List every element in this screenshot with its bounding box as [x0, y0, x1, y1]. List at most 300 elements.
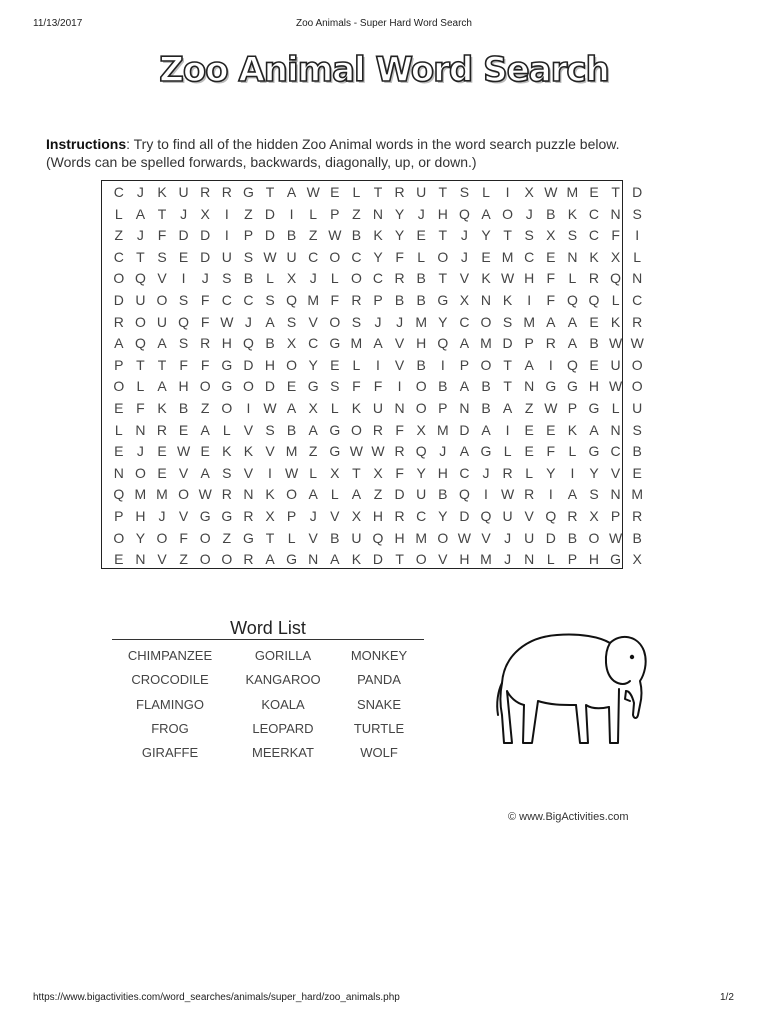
grid-letter: R [588, 270, 600, 287]
grid-letter: C [459, 464, 470, 481]
grid-letter: A [157, 335, 167, 352]
grid-letter: B [438, 486, 448, 503]
grid-letter: Z [114, 227, 124, 244]
grid-letter: W [630, 335, 644, 352]
grid-letter: W [349, 443, 363, 460]
grid-letter: J [136, 227, 144, 244]
grid-letter: T [265, 529, 275, 546]
grid-letter: D [372, 551, 384, 568]
grid-letter: X [459, 292, 470, 308]
grid-letter: J [136, 443, 144, 460]
grid-letter: C [243, 292, 254, 308]
grid-letter: Y [135, 529, 146, 546]
grid-letter: A [481, 421, 491, 438]
grid-row [102, 267, 643, 289]
grid-letter: T [136, 356, 145, 373]
grid-row [102, 289, 643, 311]
grid-letter: G [329, 335, 341, 352]
grid-letter: W [263, 248, 277, 265]
grid-letter: W [176, 443, 191, 460]
grid-letter: O [631, 378, 643, 395]
grid-letter: L [503, 443, 512, 460]
grid-letter: C [308, 248, 319, 265]
grid-letter: R [394, 270, 405, 287]
grid-letter: C [351, 248, 362, 265]
grid-letter: K [157, 400, 167, 416]
grid-letter: Z [179, 551, 188, 568]
grid-letter: X [546, 227, 556, 244]
grid-letter: S [589, 486, 599, 503]
grid-letter: T [611, 184, 620, 200]
grid-letter: P [459, 356, 470, 373]
grid-letter: H [372, 508, 384, 524]
grid-letter: O [415, 400, 427, 416]
grid-letter: J [460, 248, 468, 265]
grid-letter: I [548, 356, 553, 373]
grid-letter: F [395, 421, 404, 438]
grid-letter: A [567, 486, 578, 503]
grid-letter: Q [566, 292, 578, 308]
word-list-item: KANGAROO [245, 672, 321, 688]
grid-letter: O [329, 313, 341, 330]
grid-letter: W [544, 184, 558, 200]
grid-letter: J [417, 205, 425, 222]
grid-row [102, 181, 643, 203]
grid-letter: Z [524, 400, 534, 416]
grid-letter: A [546, 313, 556, 330]
grid-letter: H [264, 356, 276, 373]
grid-letter: F [136, 400, 145, 416]
grid-letter: P [114, 356, 124, 373]
grid-letter: G [329, 443, 341, 460]
grid-letter: M [480, 551, 492, 568]
grid-letter: L [222, 421, 231, 438]
grid-letter: V [178, 464, 189, 481]
grid-letter: G [307, 378, 319, 395]
grid-letter: O [329, 248, 341, 265]
grid-letter: W [306, 184, 320, 200]
grid-letter: U [156, 313, 168, 330]
grid-letter: G [480, 443, 492, 460]
grid-letter: M [501, 248, 514, 265]
grid-letter: T [157, 356, 167, 373]
grid-letter: O [199, 551, 211, 568]
grid-letter: H [416, 335, 427, 352]
grid-letter: Z [200, 400, 210, 416]
grid-letter: H [221, 335, 232, 352]
grid-letter: W [263, 400, 277, 416]
grid-letter: I [224, 205, 229, 222]
instructions [46, 135, 726, 171]
grid-letter: O [480, 313, 492, 330]
grid-row [102, 440, 642, 462]
grid-letter: J [180, 205, 188, 222]
grid-letter: N [394, 400, 405, 416]
grid-letter: S [222, 270, 232, 287]
grid-letter: O [437, 529, 449, 546]
grid-letter: V [394, 335, 405, 352]
grid-letter: L [114, 205, 123, 222]
grid-letter: Q [242, 335, 254, 352]
grid-letter: S [265, 421, 275, 438]
grid-letter: S [157, 248, 167, 265]
grid-letter: S [524, 227, 534, 244]
grid-letter: M [631, 486, 644, 503]
grid-letter: B [589, 335, 599, 352]
grid-letter: C [113, 184, 124, 200]
grid-letter: J [309, 270, 317, 287]
grid-letter: M [566, 184, 579, 200]
grid-letter: Q [437, 335, 449, 352]
grid-letter: K [265, 486, 275, 503]
grid-letter: Y [589, 464, 599, 481]
grid-letter: O [437, 248, 449, 265]
grid-letter: L [266, 270, 274, 287]
grid-letter: N [308, 551, 319, 568]
grid-letter: S [502, 313, 513, 330]
grid-letter: G [221, 378, 233, 395]
grid-letter: V [265, 443, 275, 460]
word-list-item: CROCODILE [131, 672, 209, 688]
grid-letter: N [524, 378, 535, 395]
grid-letter: U [286, 248, 297, 265]
grid-letter: P [330, 205, 340, 222]
grid-letter: U [524, 529, 535, 546]
grid-letter: F [546, 270, 556, 287]
grid-letter: D [178, 227, 189, 244]
grid-letter: J [244, 313, 252, 330]
grid-letter: E [589, 184, 599, 200]
grid-letter: H [588, 378, 600, 395]
grid-letter: S [222, 464, 232, 481]
grid-letter: Q [610, 270, 622, 287]
grid-letter: K [373, 227, 383, 244]
word-list-divider [112, 639, 424, 640]
grid-letter: U [221, 248, 232, 265]
grid-letter: N [113, 464, 124, 481]
grid-letter: Z [222, 529, 232, 546]
grid-letter: X [308, 400, 318, 416]
grid-letter: C [610, 443, 621, 460]
grid-letter: G [610, 551, 622, 568]
grid-letter: E [286, 378, 297, 395]
grid-letter: X [610, 248, 621, 265]
grid-letter: K [610, 313, 621, 330]
grid-letter: B [481, 378, 491, 395]
footer-url: https://www.bigactivities.com/word_searches/animals/super_hard/zoo_animals.php [33, 992, 400, 1003]
grid-letter: E [589, 356, 599, 373]
grid-letter: F [330, 292, 340, 308]
grid-letter: R [221, 184, 232, 200]
grid-letter: Y [308, 356, 318, 373]
grid-letter: I [527, 292, 532, 308]
grid-letter: Q [372, 529, 384, 546]
grid-letter: R [632, 313, 643, 330]
grid-letter: C [372, 270, 384, 287]
grid-letter: O [415, 551, 427, 568]
word-list-item: SNAKE [356, 696, 402, 712]
grid-letter: X [265, 508, 275, 524]
grid-letter: C [459, 313, 470, 330]
grid-letter: Q [415, 443, 427, 460]
grid-letter: I [268, 464, 272, 481]
grid-letter: Y [394, 227, 405, 244]
grid-letter: M [523, 313, 536, 330]
grid-letter: O [199, 378, 211, 395]
grid-letter: X [589, 508, 599, 524]
grid-letter: F [352, 378, 361, 395]
grid-letter: V [157, 270, 167, 287]
grid-row [102, 483, 644, 505]
grid-letter: K [243, 443, 254, 460]
grid-letter: T [438, 184, 448, 200]
grid-letter: M [415, 313, 428, 330]
grid-letter: W [608, 378, 623, 395]
grid-letter: G [221, 508, 233, 524]
grid-letter: U [502, 508, 513, 524]
grid-letter: L [611, 400, 620, 416]
grid-letter: D [632, 184, 643, 200]
grid-letter: X [416, 421, 426, 438]
grid-letter: O [350, 421, 362, 438]
grid-letter: J [525, 205, 533, 222]
grid-letter: H [437, 464, 448, 481]
grid-letter: E [416, 227, 426, 244]
grid-letter: A [265, 313, 275, 330]
grid-letter: P [286, 508, 297, 524]
grid-letter: A [459, 378, 470, 395]
grid-letter: J [460, 227, 468, 244]
grid-letter: A [265, 551, 275, 568]
grid-letter: I [397, 378, 402, 395]
grid-letter: U [135, 292, 146, 308]
grid-row [102, 203, 642, 225]
grid-letter: X [200, 205, 210, 222]
grid-letter: E [200, 443, 210, 460]
grid-letter: D [394, 486, 405, 503]
grid-letter: B [546, 205, 556, 222]
grid-letter: V [394, 356, 405, 373]
grid-letter: H [178, 378, 189, 395]
grid-letter: V [243, 421, 254, 438]
grid-letter: I [440, 356, 445, 373]
grid-letter: I [635, 227, 640, 244]
grid-letter: O [113, 378, 125, 395]
grid-letter: Q [113, 486, 125, 503]
grid-letter: M [436, 421, 449, 438]
grid-letter: D [113, 292, 124, 308]
grid-letter: G [199, 508, 211, 524]
grid-letter: Z [308, 443, 318, 460]
grid-letter: E [114, 400, 124, 416]
grid-letter: H [459, 551, 470, 568]
word-list-title: Word List [230, 618, 306, 638]
grid-letter: D [264, 205, 276, 222]
grid-letter: P [610, 508, 621, 524]
grid-row [102, 354, 643, 376]
grid-letter: P [567, 400, 578, 416]
grid-letter: D [200, 248, 211, 265]
grid-letter: B [416, 270, 426, 287]
grid-row [102, 505, 643, 527]
instructions-label: Instructions [46, 136, 127, 152]
grid-letter: G [588, 443, 600, 460]
grid-letter: T [395, 551, 404, 568]
grid-row [102, 397, 643, 419]
grid-letter: S [178, 292, 189, 308]
grid-letter: R [243, 551, 254, 568]
grid-letter: A [502, 400, 513, 416]
grid-letter: K [589, 248, 599, 265]
grid-letter: F [395, 248, 404, 265]
grid-letter: L [352, 356, 361, 373]
grid-letter: K [351, 551, 362, 568]
grid-letter: E [546, 248, 556, 265]
grid-letter: O [134, 313, 146, 330]
grid-letter: W [198, 486, 212, 503]
grid-letter: N [135, 551, 146, 568]
grid-letter: A [200, 464, 210, 481]
grid-letter: N [243, 486, 254, 503]
grid-letter: I [376, 356, 380, 373]
grid-letter: F [200, 292, 210, 308]
grid-letter: L [611, 292, 620, 308]
grid-letter: A [157, 378, 167, 395]
print-header-title: Zoo Animals - Super Hard Word Search [295, 18, 472, 29]
grid-letter: N [610, 205, 621, 222]
grid-letter: R [200, 335, 211, 352]
grid-letter: L [330, 486, 339, 503]
grid-letter: M [350, 335, 363, 352]
grid-letter: L [546, 551, 555, 568]
grid-letter: T [438, 270, 448, 287]
grid-letter: B [416, 356, 426, 373]
grid-row [102, 246, 642, 268]
grid-letter: Q [545, 508, 557, 524]
grid-letter: K [567, 205, 578, 222]
grid-letter: V [330, 508, 340, 524]
grid-letter: P [373, 292, 383, 308]
elephant-illustration [492, 625, 652, 750]
grid-letter: R [200, 184, 211, 200]
grid-letter: F [157, 227, 167, 244]
grid-letter: A [481, 205, 491, 222]
grid-letter: B [178, 400, 189, 416]
grid-letter: X [286, 335, 297, 352]
grid-letter: O [286, 486, 298, 503]
grid-row [102, 332, 644, 354]
grid-letter: W [500, 270, 515, 287]
grid-letter: P [114, 508, 124, 524]
grid-letter: A [135, 205, 146, 222]
grid-letter: O [134, 464, 146, 481]
grid-letter: A [308, 421, 318, 438]
grid-letter: L [114, 421, 123, 438]
grid-letter: F [200, 356, 210, 373]
word-list-item: FLAMINGO [136, 696, 204, 712]
grid-letter: B [286, 227, 297, 244]
word-list-item: GORILLA [254, 648, 312, 663]
grid-letter: X [286, 270, 297, 287]
grid-letter: Q [458, 486, 470, 503]
grid-letter: B [481, 400, 491, 416]
grid-letter: J [504, 551, 512, 568]
grid-letter: W [284, 464, 299, 481]
grid-letter: N [567, 248, 578, 265]
grid-letter: R [502, 464, 513, 481]
word-search-grid [101, 180, 644, 569]
grid-letter: H [588, 551, 600, 568]
grid-letter: O [588, 529, 600, 546]
grid-letter: U [178, 184, 189, 200]
grid-letter: J [482, 464, 490, 481]
grid-letter: N [372, 205, 384, 222]
grid-letter: S [330, 378, 340, 395]
grid-letter: H [135, 508, 146, 524]
grid-letter: P [438, 400, 448, 416]
grid-letter: O [178, 486, 190, 503]
grid-letter: N [480, 292, 492, 308]
grid-letter: I [181, 270, 186, 287]
grid-letter: D [200, 227, 211, 244]
grid-letter: V [243, 464, 254, 481]
grid-letter: J [396, 313, 404, 330]
grid-letter: E [481, 248, 491, 265]
grid-letter: L [330, 400, 339, 416]
grid-letter: Q [134, 270, 146, 287]
grid-letter: B [330, 529, 340, 546]
grid-row [102, 224, 640, 246]
grid-letter: Z [352, 205, 361, 222]
grid-letter: X [351, 508, 362, 524]
grid-letter: R [524, 486, 535, 503]
grid-letter: O [631, 356, 643, 373]
grid-letter: A [286, 400, 297, 416]
grid-letter: A [589, 421, 599, 438]
grid-letter: V [610, 464, 621, 481]
grid-letter: I [289, 205, 294, 222]
grid-letter: G [242, 184, 254, 200]
grid-letter: E [589, 313, 599, 330]
grid-letter: X [330, 464, 340, 481]
grid-letter: D [545, 529, 556, 546]
grid-letter: E [546, 421, 556, 438]
grid-letter: I [505, 184, 510, 200]
grid-letter: S [265, 292, 275, 308]
grid-row [102, 462, 642, 484]
grid-letter: Q [588, 292, 600, 308]
grid-letter: C [632, 292, 643, 308]
grid-letter: G [588, 400, 600, 416]
grid-letter: E [632, 464, 642, 481]
grid-letter: V [438, 551, 448, 568]
grid-letter: N [610, 486, 621, 503]
grid-letter: L [568, 443, 577, 460]
grid-letter: M [156, 486, 168, 503]
grid-letter: V [524, 508, 534, 524]
word-list-item: WOLF [360, 745, 398, 761]
word-list-item: CHIMPANZEE [127, 648, 213, 663]
grid-letter: S [243, 248, 254, 265]
grid-letter: F [200, 313, 210, 330]
grid-letter: T [373, 184, 383, 200]
grid-letter: E [524, 443, 534, 460]
grid-row [102, 527, 642, 549]
grid-letter: A [459, 335, 470, 352]
grid-letter: Y [416, 464, 426, 481]
grid-letter: O [350, 270, 362, 287]
grid-letter: R [545, 335, 556, 352]
